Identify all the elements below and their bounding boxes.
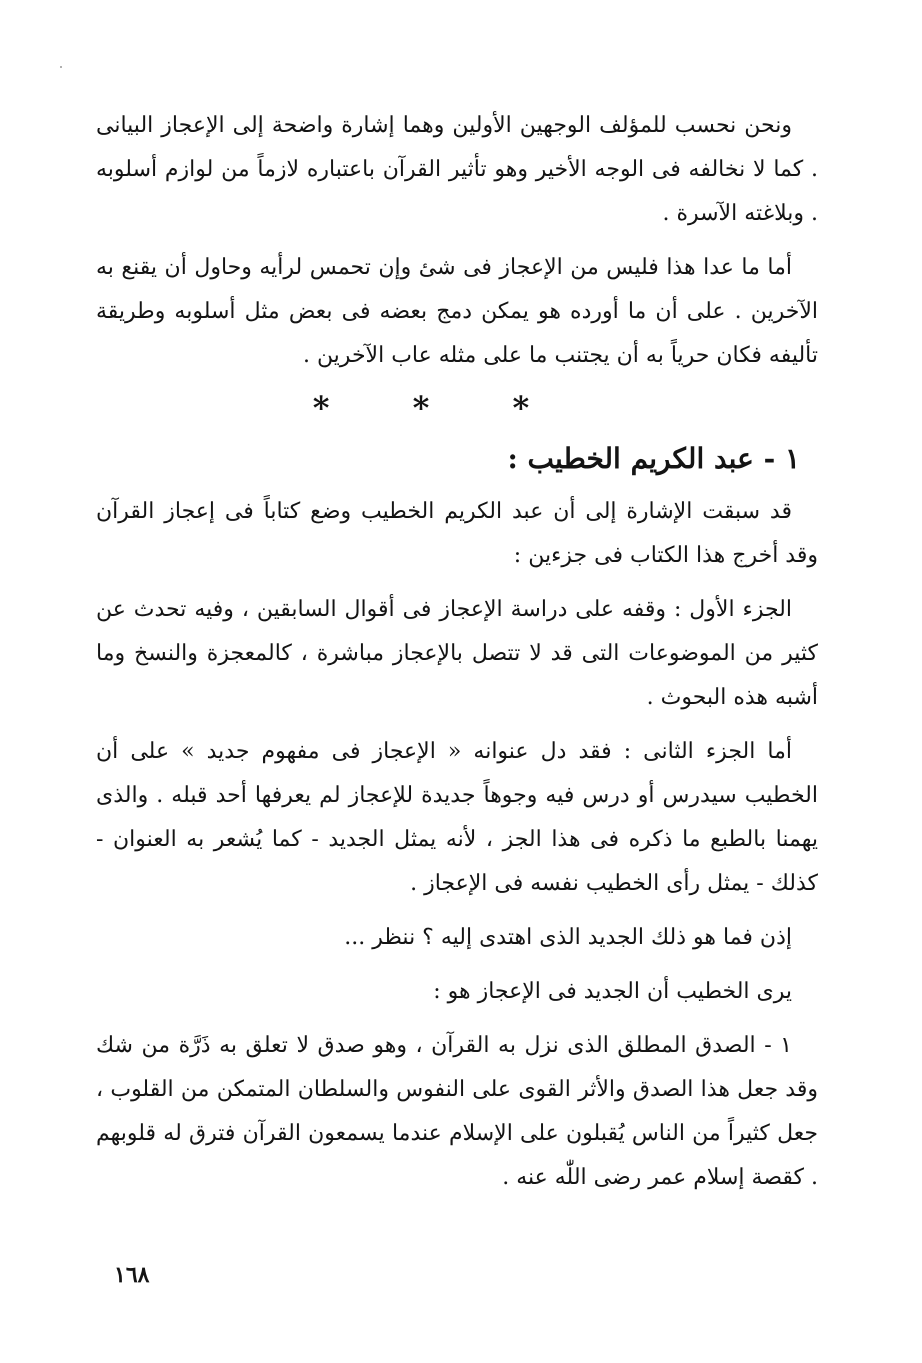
section-paragraph-6: ١ - الصدق المطلق الذى نزل به القرآن ، وهو صدق لا تعلق به ذَرَّة من شك وقد جعل هذا الصدق والأثر القوى على النفوس والسلطان المتمكن من القلوب ، جعل كثيراً من الناس يُقبلون على الإسلام عندما يسمعون القرآن فترق له قلوبهم . كقصة إسلام عمر رضى اللّٰه عنه . <box>96 1033 818 1190</box>
page-body <box>96 104 818 1208</box>
scan-speck <box>60 66 62 68</box>
section-paragraph-1: قد سبقت الإشارة إلى أن عبد الكريم الخطيب وضع كتاباً فى إعجاز القرآن وقد أخرج هذا الكتاب فى جزءين : <box>96 499 818 568</box>
page-number: ١٦٨ <box>114 1262 150 1288</box>
paragraph-1: ونحن نحسب للمؤلف الوجهين الأولين وهما إشارة واضحة إلى الإعجاز البيانى . كما لا نخالفه فى الوجه الأخير وهو تأثير القرآن باعتباره لازماً من لوازم أسلوبه . وبلاغته الآسرة . <box>96 113 818 226</box>
section-paragraph-5: يرى الخطيب أن الجديد فى الإعجاز هو : <box>433 979 792 1004</box>
asterisk-separator: * * * <box>312 389 566 427</box>
section-paragraph-4: إذن فما هو ذلك الجديد الذى اهتدى إليه ؟ ننظر ... <box>344 925 792 950</box>
section-paragraph-3: أما الجزء الثانى : فقد دل عنوانه « الإعجاز فى مفهوم جديد » على أن الخطيب سيدرس أو درس فيه وجوهاً جديدة للإعجاز لم يعرفها أحد قبله . والذى يهمنا بالطبع ما ذكره فى هذا الجز ، لأنه يمثل الجديد - كما يُشعر به العنوان - كذلك - يمثل رأى الخطيب نفسه فى الإعجاز . <box>96 739 818 896</box>
paragraph-2: أما ما عدا هذا فليس من الإعجاز فى شئ وإن تحمس لرأيه وحاول أن يقنع به الآخرين . على أن ما أورده هو يمكن دمج بعضه فى بعض مثل أسلوبه وطريقة تأليفه فكان حرياً به أن يجتنب ما على مثله عاب الآخرين . <box>96 255 818 368</box>
section-heading: ١ - عبد الكريم الخطيب : <box>507 442 800 475</box>
section-paragraph-2: الجزء الأول : وقفه على دراسة الإعجاز فى أقوال السابقين ، وفيه تحدث عن كثير من الموضوعات التى قد لا تتصل بالإعجاز مباشرة ، كالمعجزة والنسخ وما أشبه هذه البحوث . <box>96 597 818 710</box>
